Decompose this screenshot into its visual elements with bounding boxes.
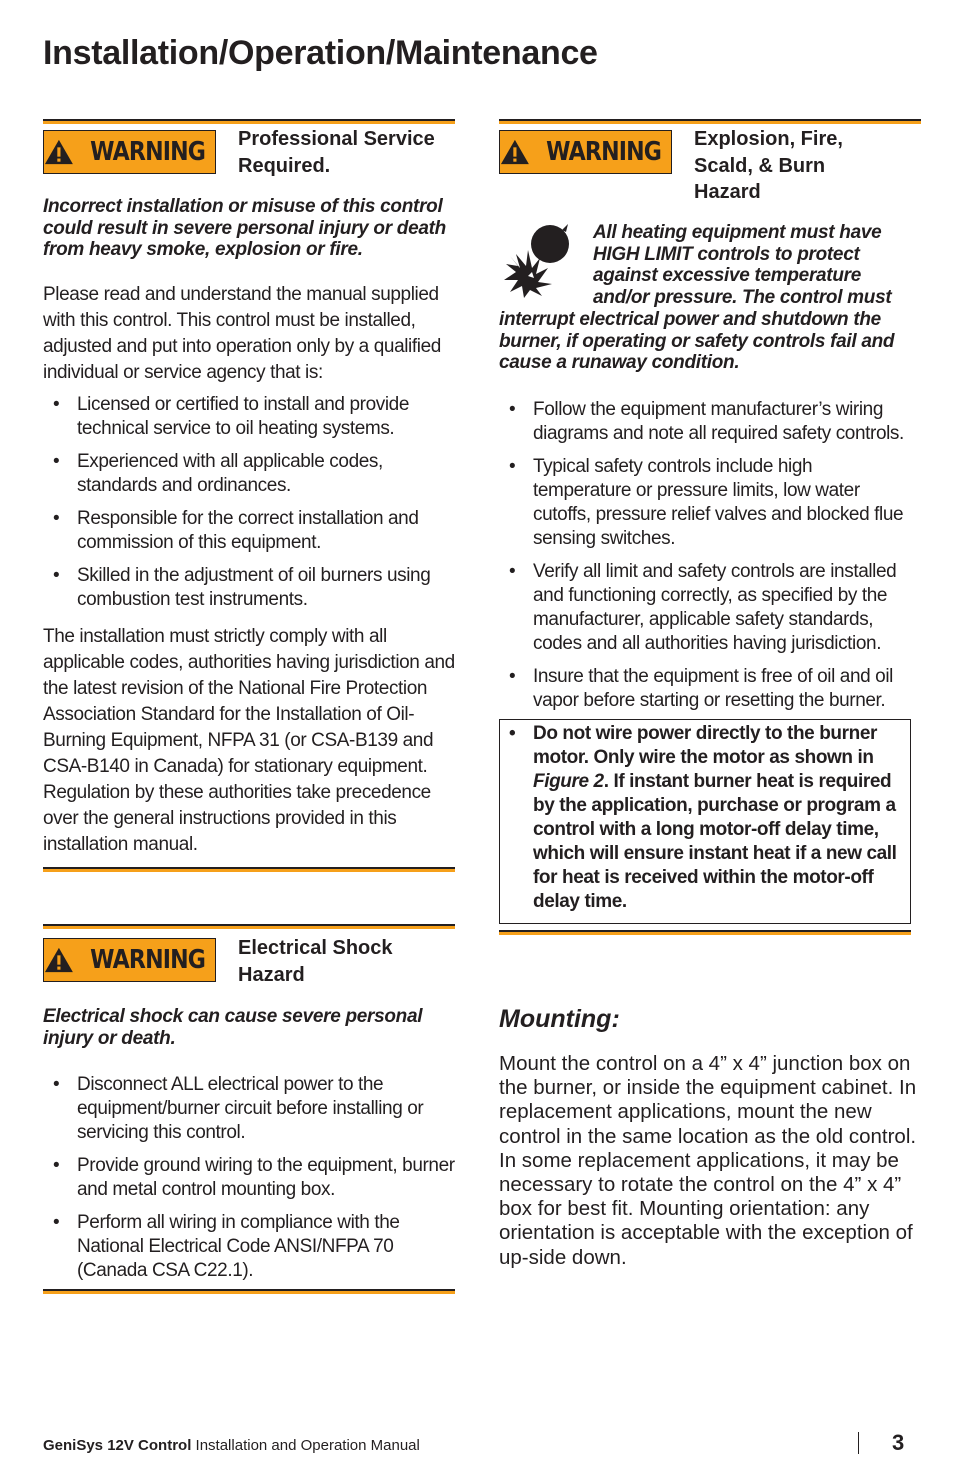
electrical-safety-list <box>43 1073 455 1292</box>
warning-intro: Incorrect installation or misuse of this control could result in severe personal injury or death from heavy smoke, explosion or fire. <box>43 196 446 260</box>
list-item: • Responsible for the correct installation and commission of this equipment. <box>43 507 448 555</box>
warning-intro: All heating equipment must have HIGH LIMIT controls to protect against excessive temperature and/or pressure. The control must <box>593 222 892 308</box>
footer-manual: Installation and Operation Manual <box>191 1437 420 1454</box>
warning-intro-continued: interrupt electrical power and shutdown the burner, if operating or safety controls fail and cause a runaway condition. <box>499 309 895 373</box>
figure-reference: Figure 2 <box>533 771 604 792</box>
warning-label: WARNING <box>89 945 205 975</box>
explosion-icon <box>502 222 576 298</box>
section-top-rule <box>43 924 455 929</box>
warning-badge <box>499 130 672 174</box>
footer <box>43 1437 420 1454</box>
section-bottom-rule <box>43 1289 455 1294</box>
body-paragraph: The installation must strictly comply with all applicable codes, authorities having jurisdiction and the latest revision of the National Fire Protection Association Standard for the Installation of Oil-Burning Equipment, NFPA 31 (or CSA-B139 and CSA-B140 in Canada) for stationary equipment. Regulation by these authorities take precedence over the general instructions provided in this installation manual. <box>43 626 455 855</box>
high-limit-list <box>499 398 909 722</box>
warning-heading: Professional Service Required. <box>238 128 435 177</box>
list-item: • Licensed or certified to install and provide technical service to oil heating systems. <box>43 393 448 441</box>
body-paragraph: Please read and understand the manual supplied with this control. This control must be installed, adjusted and put into operation only by a qualified individual or service agency that is: <box>43 284 441 383</box>
section-bottom-rule <box>499 930 911 935</box>
list-item: • Skilled in the adjustment of oil burners using combustion test instruments. <box>43 564 448 612</box>
list-item: • Typical safety controls include high temperature or pressure limits, low water cutoffs, pressure relief valves and blocked flue sensing switches. <box>499 455 909 551</box>
warning-label: WARNING <box>545 137 661 167</box>
warning-triangle-icon <box>44 946 74 974</box>
callout-text: . If instant burner heat is required by the application, purchase or program a control with a long motor-off delay time, which will ensure instant heat if a new call for heat is received within the motor-off delay time. <box>533 771 897 912</box>
footer-product: GeniSys 12V Control <box>43 1437 192 1454</box>
warning-heading: Explosion, Fire, Scald, & Burn Hazard <box>694 128 843 203</box>
page-title: Installation/Operation/Maintenance <box>43 34 598 72</box>
warning-triangle-icon <box>44 138 74 166</box>
warning-heading: Electrical Shock Hazard <box>238 937 393 986</box>
list-item: • Verify all limit and safety controls are installed and functioning correctly, as specified by the manufacturer, applicable safety standards, codes and all authorities having jurisdiction. <box>499 560 909 656</box>
warning-badge <box>43 130 216 174</box>
warning-intro: Electrical shock can cause severe personal injury or death. <box>43 1006 423 1049</box>
page-number: 3 <box>892 1430 905 1455</box>
footer-divider <box>858 1432 859 1454</box>
warning-label: WARNING <box>89 137 205 167</box>
mounting-heading: Mounting: <box>499 1005 620 1033</box>
section-top-rule <box>43 119 455 124</box>
list-item: • Perform all wiring in compliance with the National Electrical Code ANSI/NFPA 70 (Canada CSA C22.1). <box>43 1211 455 1283</box>
list-item: • Experienced with all applicable codes, standards and ordinances. <box>43 450 448 498</box>
list-item: • Insure that the equipment is free of oil and oil vapor before starting or resetting the burner. <box>499 665 909 713</box>
qualification-list <box>43 393 448 621</box>
callout-text: Do not wire power directly to the burner motor. Only wire the motor as shown in <box>533 723 877 768</box>
list-item: • Disconnect ALL electrical power to the equipment/burner circuit before installing or servicing this control. <box>43 1073 455 1145</box>
warning-badge <box>43 938 216 982</box>
warning-triangle-icon <box>500 138 530 166</box>
section-top-rule <box>499 119 921 124</box>
motor-wiring-callout <box>499 719 911 924</box>
list-item <box>500 722 910 914</box>
section-bottom-rule <box>43 867 455 872</box>
mounting-paragraph: Mount the control on a 4” x 4” junction box on the burner, or inside the equipment cabinet. In replacement applications, mount the new control in the same location as the old control. In some replacement applications, it may be necessary to rotate the control on the 4” x 4” box for best fit. Mounting orientation: any orientation is acceptable with the exception of up-side down. <box>499 1052 917 1269</box>
list-item: • Follow the equipment manufacturer’s wiring diagrams and note all required safety controls. <box>499 398 909 446</box>
list-item: • Provide ground wiring to the equipment, burner and metal control mounting box. <box>43 1154 455 1202</box>
